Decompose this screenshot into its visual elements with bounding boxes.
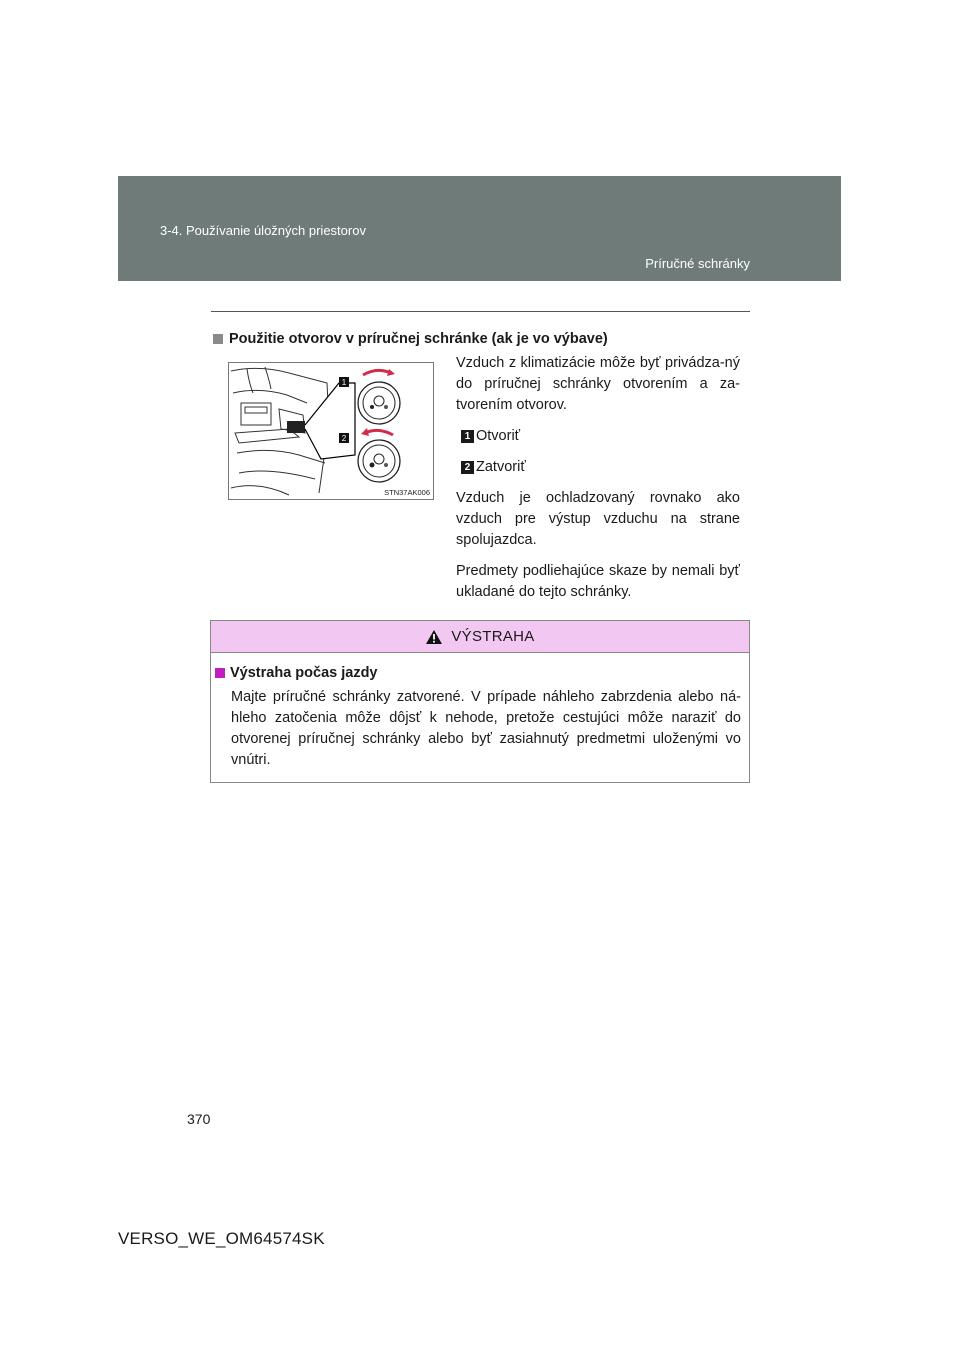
step-number: 1 (461, 430, 474, 443)
square-bullet-icon (215, 668, 225, 678)
callout-2: 2 (341, 434, 347, 443)
warning-subheading (215, 665, 745, 681)
note-paragraph: Predmety podliehajúce skaze by nemali byť ukladané do tejto schránky. (456, 563, 740, 600)
note-paragraph: Vzduch je ochladzovaný rovnako ako vzduch pre výstup vzduchu na strane spolujazdca. (456, 490, 740, 548)
figure-code: STN37AK006 (384, 488, 430, 497)
square-bullet-icon (213, 334, 223, 344)
section-title: 3-4. Používanie úložných priestorov (160, 223, 366, 238)
intro-paragraph: Vzduch z klimatizácie môže byť privádza-ný do príručnej schránky otvorením a za-tvorením otvorov. (456, 355, 740, 413)
page-number: 370 (187, 1111, 211, 1127)
warning-box (210, 620, 750, 783)
step-number: 2 (461, 461, 474, 474)
dashboard-vent-drawing (229, 363, 433, 499)
step-close (461, 457, 740, 478)
warning-triangle-icon (425, 629, 443, 645)
warning-text: Majte príručné schránky zatvorené. V prípade náhleho zabrzdenia alebo ná-hleho zatočenia môže dôjsť k nehode, pretože cestujúci môže naraziť do otvorenej príručnej schránky alebo byť zasiahnutý predmetmi uloženými vo vnútri. (231, 689, 741, 768)
divider (211, 311, 750, 312)
warning-title: VÝSTRAHA (451, 628, 535, 645)
topic-heading (213, 331, 608, 347)
callout-1: 1 (341, 378, 347, 387)
chapter-title: Príručné schránky (645, 256, 750, 271)
warning-header (211, 621, 749, 653)
step-label: Otvoriť (476, 428, 521, 444)
topic-body (456, 353, 740, 613)
step-open (461, 426, 740, 447)
topic-heading-text: Použitie otvorov v príručnej schránke (ak je vo výbave) (229, 331, 608, 347)
warning-subheading-text: Výstraha počas jazdy (230, 665, 378, 681)
document-code: VERSO_WE_OM64574SK (118, 1229, 325, 1248)
warning-body (211, 653, 749, 771)
step-label: Zatvoriť (476, 459, 526, 475)
glovebox-vent-illustration (228, 362, 434, 500)
